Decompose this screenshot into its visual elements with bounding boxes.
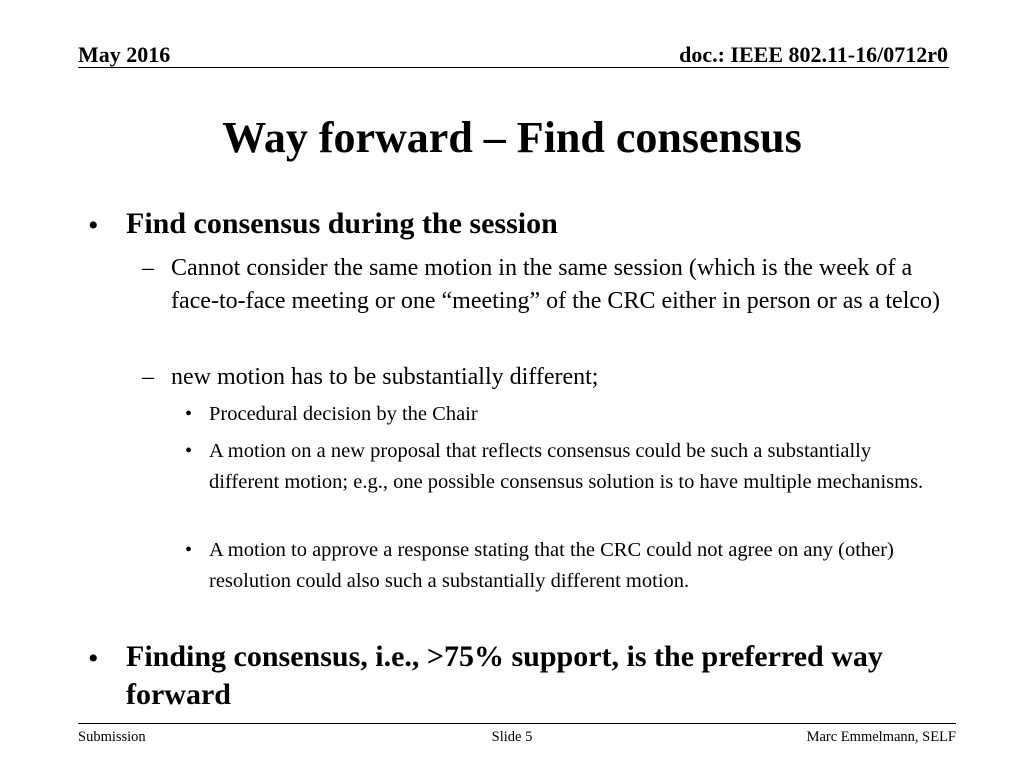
dash-marker: – xyxy=(142,255,154,281)
bullet-marker: • xyxy=(88,209,99,242)
sub-sub-bullet-new-proposal: A motion on a new proposal that reflects consensus could be such a substantially different motion; e.g., one possible consensus solution is to have multiple mechanisms. xyxy=(209,440,924,493)
bullet-find-consensus: Find consensus during the session xyxy=(126,207,558,240)
bullet-marker: • xyxy=(88,642,99,675)
sub-sub-bullet-response: A motion to approve a response stating that the CRC could not agree on any (other) resolution could also such a substantially different motion. xyxy=(209,539,894,592)
footer-slide-number: Slide 5 xyxy=(491,729,533,745)
sub-bullet-marker: • xyxy=(185,403,193,425)
sub-sub-bullet-procedural: Procedural decision by the Chair xyxy=(209,403,478,425)
footer-author: Marc Emmelmann, SELF xyxy=(806,729,956,745)
header-date: May 2016 xyxy=(78,42,171,67)
footer-divider xyxy=(78,723,956,724)
sub-bullet-marker: • xyxy=(185,440,193,462)
header-doc-id: doc.: IEEE 802.11-16/0712r0 xyxy=(679,42,948,67)
slide-title: Way forward – Find consensus xyxy=(222,113,802,162)
footer-submission: Submission xyxy=(78,729,146,745)
sub-bullet-marker: • xyxy=(185,539,193,561)
sub-bullet-new-motion: new motion has to be substantially different; xyxy=(171,364,599,390)
dash-marker: – xyxy=(142,364,154,390)
sub-bullet-same-motion: Cannot consider the same motion in the same session (which is the week of a face-to-face meeting or one “meeting” of the CRC either in person or as a telco) xyxy=(171,255,941,314)
bullet-finding-consensus: Finding consensus, i.e., >75% support, is the preferred way forward xyxy=(126,640,883,711)
